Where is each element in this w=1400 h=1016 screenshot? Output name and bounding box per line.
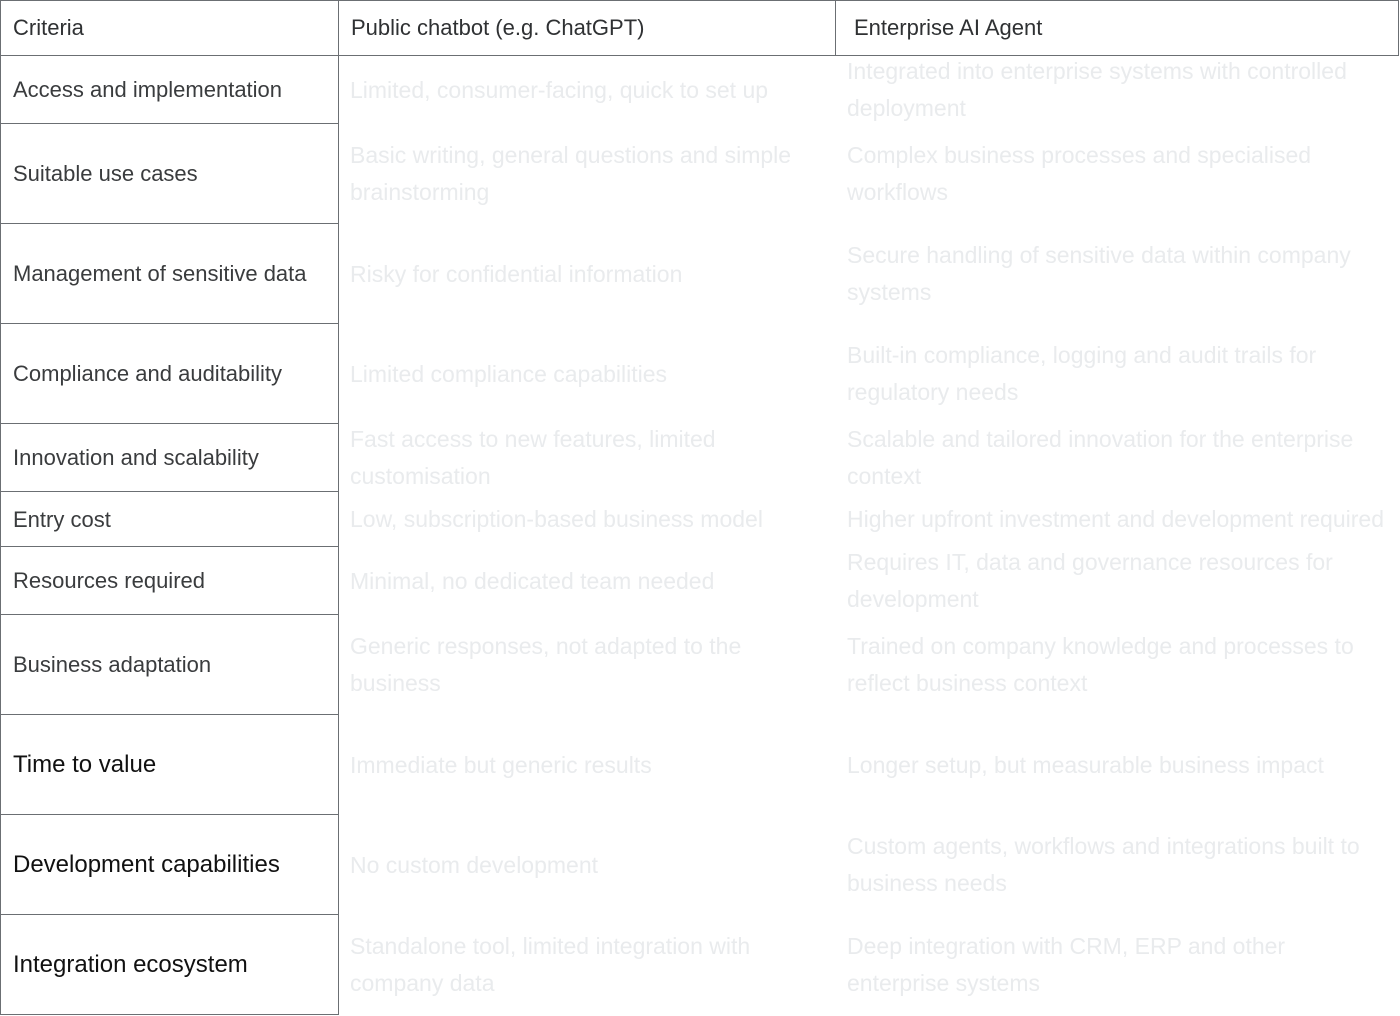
row-criteria: Time to value [13, 751, 157, 778]
header-enterprise-agent: Enterprise AI Agent [854, 15, 1043, 40]
row-public-value: Risky for confidential information [350, 260, 683, 287]
row-divider [0, 123, 338, 124]
row-public-value: Basic writing, general questions and simple brainstorming [350, 142, 792, 205]
row-enterprise-value: Deep integration with CRM, ERP and other enterprise systems [847, 933, 1286, 996]
row-divider [0, 423, 338, 424]
row-criteria: Resources required [13, 568, 205, 593]
row-divider [0, 546, 338, 547]
header-divider [0, 55, 1399, 56]
row-public-value: Standalone tool, limited integration with company data [350, 933, 751, 996]
row-criteria: Innovation and scalability [13, 445, 259, 470]
row-divider [0, 323, 338, 324]
header-public-chatbot: Public chatbot (e.g. ChatGPT) [351, 15, 645, 40]
row-enterprise-value: Built-in compliance, logging and audit trails for regulatory needs [847, 342, 1317, 405]
row-criteria: Integration ecosystem [13, 951, 248, 978]
row-divider [0, 223, 338, 224]
row-public-value: No custom development [350, 851, 599, 878]
row-enterprise-value: Longer setup, but measurable business impact [847, 751, 1324, 778]
row-criteria: Compliance and auditability [13, 361, 283, 386]
row-public-value: Minimal, no dedicated team needed [350, 567, 715, 594]
row-criteria: Suitable use cases [13, 161, 198, 186]
row-public-value: Generic responses, not adapted to the business [350, 633, 742, 696]
row-criteria: Business adaptation [13, 652, 212, 677]
table-border-right [1398, 0, 1399, 56]
row-enterprise-value: Higher upfront investment and development required [847, 506, 1384, 532]
table-border-left [0, 0, 1, 1015]
row-enterprise-value: Requires IT, data and governance resources for development [847, 549, 1333, 612]
column-divider [835, 0, 836, 56]
row-criteria: Development capabilities [13, 851, 280, 878]
row-enterprise-value: Integrated into enterprise systems with controlled deployment [847, 58, 1347, 121]
row-public-value: Immediate but generic results [350, 751, 652, 778]
row-public-value: Limited compliance capabilities [350, 360, 668, 387]
header-criteria: Criteria [13, 15, 84, 40]
row-enterprise-value: Scalable and tailored innovation for the enterprise context [847, 426, 1354, 489]
row-criteria: Access and implementation [13, 77, 283, 102]
table-border-bottom [0, 1014, 338, 1015]
row-enterprise-value: Trained on company knowledge and processes to reflect business context [847, 633, 1354, 696]
row-divider [0, 714, 338, 715]
row-divider [0, 914, 338, 915]
row-public-value: Limited, consumer-facing, quick to set up [350, 76, 769, 103]
row-criteria: Entry cost [13, 506, 111, 532]
row-divider [0, 814, 338, 815]
row-criteria: Management of sensitive data [13, 261, 307, 286]
row-divider [0, 614, 338, 615]
row-public-value: Low, subscription-based business model [350, 506, 763, 532]
row-public-value: Fast access to new features, limited customisation [350, 426, 716, 489]
row-enterprise-value: Custom agents, workflows and integrations built to business needs [847, 833, 1360, 896]
column-divider [338, 0, 339, 1015]
row-enterprise-value: Secure handling of sensitive data within company systems [847, 242, 1351, 305]
row-divider [0, 491, 338, 492]
table-border-top [0, 0, 1399, 1]
row-enterprise-value: Complex business processes and specialised workflows [847, 142, 1312, 205]
